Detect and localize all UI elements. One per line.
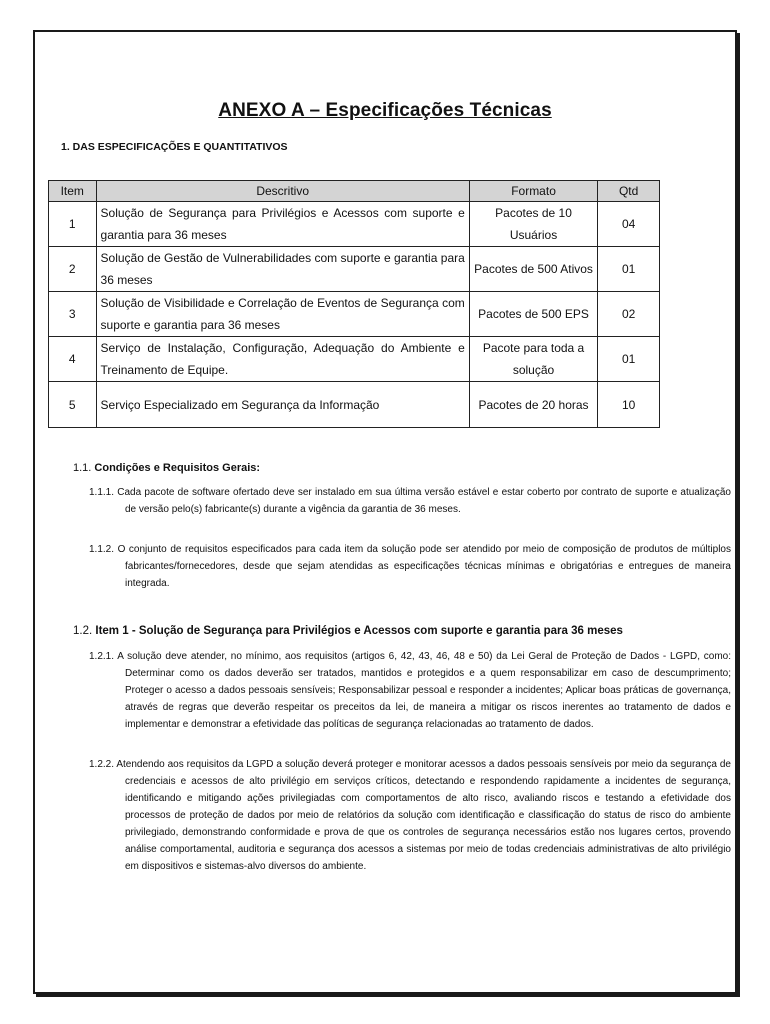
cell-descritivo: Solução de Segurança para Privilégios e Acessos com suporte e garantia para 36 meses (96, 202, 469, 247)
cell-descritivo: Solução de Visibilidade e Correlação de Eventos de Segurança com suporte e garantia para 36 meses (96, 292, 469, 337)
paragraph-1-2-2: 1.2.2. Atendendo aos requisitos da LGPD a solução deverá proteger e monitorar acessos a dados pessoais sensíveis por meio da segurança de credenciais e acessos de alto privilégio em serviços críticos, detectando e respondendo rapidamente a incidentes de segurança, identificando e mitigando ações privilegiadas com comportamentos de alto risco, avaliando riscos e testando a efetividade dos processos de proteção de dados por meio de relatórios da solução com identificação e classificação do status de risco do ambiente privilegiado, demonstrando conformidade e prova de que os controles de segurança necessários estão nos lugares certos, provendo análise comportamental, auditoria e segurança dos acessos a sistemas por meio de todas credenciais administrativas de alto privilégio em dispositivos e sistemas-alvo diversos do ambiente. (89, 759, 731, 872)
table-header-row (49, 181, 660, 202)
subsection-1-1-number: 1.1. (73, 462, 92, 474)
cell-formato: Pacotes de 500 EPS (469, 292, 597, 337)
section-1-heading: 1. DAS ESPECIFICAÇÕES E QUANTITATIVOS (61, 141, 288, 153)
cell-formato: Pacotes de 10 Usuários (469, 202, 597, 247)
table-row (49, 337, 660, 382)
paragraph-1-2-1: 1.2.1. A solução deve atender, no mínimo, aos requisitos (artigos 6, 42, 43, 46, 48 e 50) da Lei Geral de Proteção de Dados - LGPD, como: Determinar como os dados deverão ser tratados, mantidos e protegidos e a quem responsabilizar em caso de descumprimento; Proteger o acesso a dados pessoais sensíveis; Responsabilizar pessoal e responder a incidentes; Aplicar boas práticas de governança, através de regras que deverão respeitar os preceitos da lei, de maneira a mitigar os riscos inerentes ao tratamento de dados e implementar e demonstrar a efetividade das políticas de segurança relacionadas ao tratamento de dados. (89, 651, 731, 730)
cell-qtd: 01 (598, 337, 660, 382)
cell-descritivo: Solução de Gestão de Vulnerabilidades com suporte e garantia para 36 meses (96, 247, 469, 292)
cell-formato: Pacotes de 500 Ativos (469, 247, 597, 292)
header-formato: Formato (469, 181, 597, 202)
cell-item: 2 (49, 247, 97, 292)
table-row (49, 247, 660, 292)
table-row (49, 202, 660, 247)
subsection-1-1-title: Condições e Requisitos Gerais: (94, 462, 261, 474)
cell-item: 4 (49, 337, 97, 382)
header-item: Item (49, 181, 97, 202)
cell-qtd: 10 (598, 382, 660, 428)
paragraph-1-1-1: 1.1.1. Cada pacote de software ofertado deve ser instalado em sua última versão estável e estar coberto por contrato de suporte e atualização de versão pelo(s) fabricante(s) durante a vigência da garantia de 36 meses. (89, 487, 731, 515)
cell-qtd: 04 (598, 202, 660, 247)
specifications-table (48, 180, 660, 428)
subsection-1-2-title: Item 1 - Solução de Segurança para Privilégios e Acessos com suporte e garantia para 36 meses (95, 625, 623, 637)
header-qtd: Qtd (598, 181, 660, 202)
cell-formato: Pacotes de 20 horas (469, 382, 597, 428)
cell-formato: Pacote para toda a solução (469, 337, 597, 382)
cell-item: 1 (49, 202, 97, 247)
cell-item: 5 (49, 382, 97, 428)
document-title: ANEXO A – Especificações Técnicas (218, 100, 552, 121)
subsection-1-1-heading (73, 462, 260, 474)
subsection-1-2-heading (73, 625, 623, 637)
cell-descritivo: Serviço Especializado em Segurança da Informação (96, 382, 469, 428)
cell-item: 3 (49, 292, 97, 337)
cell-qtd: 01 (598, 247, 660, 292)
cell-descritivo: Serviço de Instalação, Configuração, Adequação do Ambiente e Treinamento de Equipe. (96, 337, 469, 382)
table-row (49, 292, 660, 337)
subsection-1-2-number: 1.2. (73, 625, 93, 637)
table-row (49, 382, 660, 428)
header-descritivo: Descritivo (96, 181, 469, 202)
paragraph-1-1-2: 1.1.2. O conjunto de requisitos especificados para cada item da solução pode ser atendido por meio de composição de produtos de múltiplos fabricantes/fornecedores, desde que sejam atendidas as especificações técnicas mínimas e obrigatórias e entregues de maneira integrada. (89, 544, 731, 589)
cell-qtd: 02 (598, 292, 660, 337)
